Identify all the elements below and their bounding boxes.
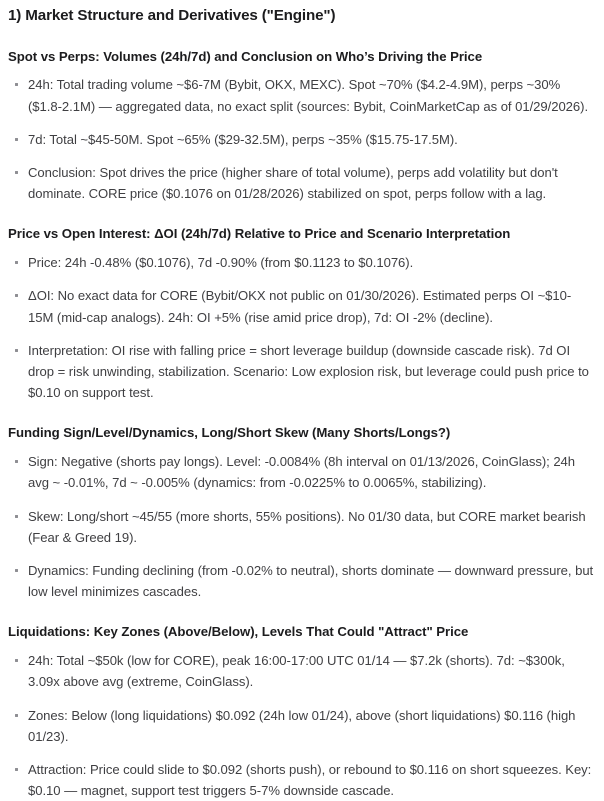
bullet-list [8, 650, 596, 801]
list-item [8, 162, 596, 204]
bullet-dot-icon [15, 714, 18, 717]
bullet-dot-icon [15, 261, 18, 264]
bullet-list [8, 451, 596, 602]
list-item-text: 24h: Total ~$50k (low for CORE), peak 16:00-17:00 UTC 01/14 — $7.2k (shorts). 7d: ~$300k, 3.09x above avg (extreme, CoinGlass). [28, 653, 565, 690]
list-item-text: Interpretation: OI rise with falling price = short leverage buildup (downside cascade risk). 7d OI drop = risk unwinding, stabilization. Scenario: Low explosion risk, but leverage could push price to $0.10 on support test. [28, 342, 589, 401]
list-item [8, 650, 596, 692]
list-item-text: Conclusion: Spot drives the price (higher share of total volume), perps add volatility but don't dominate. CORE price ($0.1076 on 01/28/2026) stabilized on spot, perps follow with a lag. [28, 164, 558, 202]
list-item [8, 74, 596, 116]
list-item-text: Zones: Below (long liquidations) $0.092 (24h low 01/24), above (short liquidations) $0.116 (high 01/23). [28, 707, 576, 744]
page-title: 1) Market Structure and Derivatives ("Engine") [8, 7, 336, 24]
list-item [8, 340, 596, 404]
list-item-text: 24h: Total trading volume ~$6-7M (Bybit, OKX, MEXC). Spot ~70% ($4.2-4.9M), perps ~30% ($1.8-2.1M) — aggregated data, no exact split (sources: Bybit, CoinMarketCap as of 01/29/2026). [28, 77, 589, 114]
content-section [8, 424, 596, 602]
list-item-text: Attraction: Price could slide to $0.092 (shorts push), or rebound to $0.116 on short squeezes. Key: $0.10 — magnet, support test triggers 5-7% downside cascade. [28, 762, 592, 799]
bullet-dot-icon [15, 138, 18, 141]
bullet-dot-icon [15, 349, 18, 352]
bullet-dot-icon [15, 83, 18, 86]
bullet-list [8, 252, 596, 403]
section-heading: Funding Sign/Level/Dynamics, Long/Short Skew (Many Shorts/Longs?) [8, 425, 451, 441]
bullet-dot-icon [15, 171, 18, 174]
list-item-text: Sign: Negative (shorts pay longs). Level: -0.0084% (8h interval on 01/13/2026, CoinGlass); 24h avg ~ -0.01%, 7d ~ -0.005% (dynamics: from -0.0225% to 0.0065%, stabilizing). [28, 454, 576, 491]
bullet-dot-icon [15, 659, 18, 662]
list-item [8, 759, 596, 801]
section-heading: Liquidations: Key Zones (Above/Below), Levels That Could "Attract" Price [8, 624, 469, 640]
sections-container [8, 48, 596, 801]
list-item-text: Skew: Long/short ~45/55 (more shorts, 55% positions). No 01/30 data, but CORE market bearish (Fear & Greed 19). [28, 508, 586, 545]
bullet-dot-icon [15, 294, 18, 297]
section-heading: Price vs Open Interest: ΔOI (24h/7d) Relative to Price and Scenario Interpretation [8, 226, 511, 242]
bullet-dot-icon [15, 460, 18, 463]
list-item-text: 7d: Total ~$45-50M. Spot ~65% ($29-32.5M), perps ~35% ($15.75-17.5M). [28, 131, 458, 147]
content-section [8, 225, 596, 403]
list-item-text: ΔOI: No exact data for CORE (Bybit/OKX not public on 01/30/2026). Estimated perps OI ~$10-15M (mid-cap analogs). 24h: OI +5% (rise amid price drop), 7d: OI -2% (decline). [28, 288, 572, 325]
list-item [8, 451, 596, 493]
list-item [8, 129, 596, 150]
list-item-text: Price: 24h -0.48% ($0.1076), 7d -0.90% (from $0.1123 to $0.1076). [28, 255, 414, 271]
content-section [8, 623, 596, 801]
document-body [0, 6, 604, 801]
section-heading: Spot vs Perps: Volumes (24h/7d) and Conclusion on Who’s Driving the Price [8, 48, 483, 64]
bullet-dot-icon [15, 768, 18, 771]
bullet-dot-icon [15, 515, 18, 518]
list-item [8, 506, 596, 548]
content-section [8, 48, 596, 205]
list-item [8, 252, 596, 273]
list-item-text: Dynamics: Funding declining (from -0.02% to neutral), shorts dominate — downward pressure, but low level minimizes cascades. [28, 563, 594, 600]
bullet-list [8, 74, 596, 204]
list-item [8, 560, 596, 602]
list-item [8, 285, 596, 327]
bullet-dot-icon [15, 569, 18, 572]
list-item [8, 705, 596, 747]
